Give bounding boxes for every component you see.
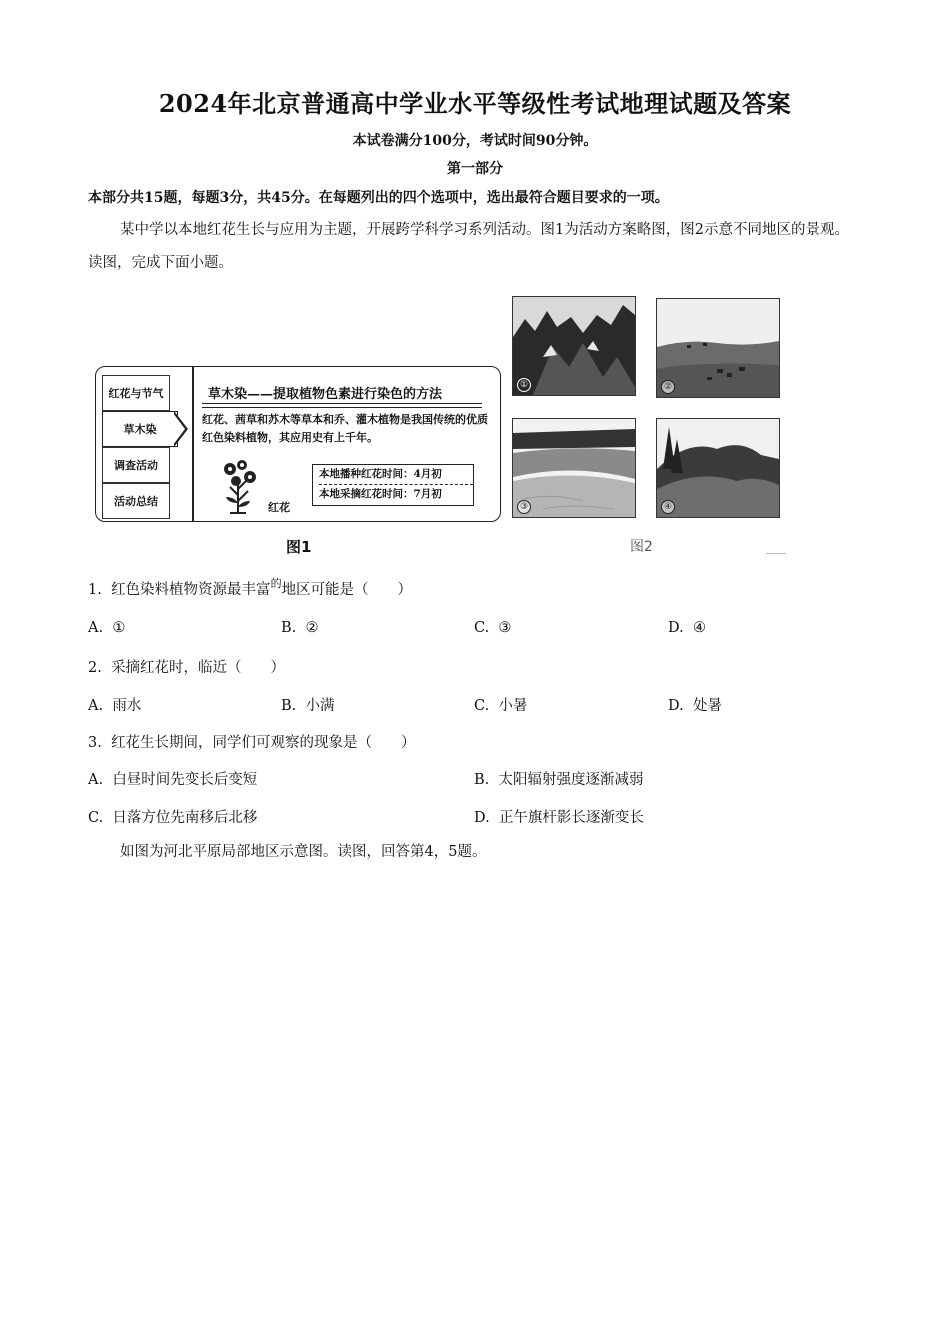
q2-option-b: B. 小满 <box>281 698 335 714</box>
figure-1 <box>88 352 502 556</box>
dyeing-description: 红花、茜草和苏木等草本和乔、灌木植物是我国传统的优质红色染料植物，其应用史有上千年。 <box>202 413 488 444</box>
activity-nav <box>102 375 170 519</box>
photo-label-1: ① <box>517 378 531 392</box>
question-1: 1. 红色染料植物资源最丰富$^的$地区可能是（ ） <box>88 577 413 598</box>
activity-plan-diagram <box>95 366 501 522</box>
closing-paragraph: 如图为河北平原局部地区示意图。读图，回答第4，5题。 <box>120 844 487 860</box>
flower-label: 红花 <box>268 501 290 514</box>
q3-option-a: A. 白昼时间先变长后变短 <box>88 772 258 788</box>
figure-1-caption: 图1 <box>286 538 312 556</box>
planting-info-box <box>312 464 474 506</box>
heading-underline <box>202 403 482 408</box>
dyeing-heading: 草木染——提取植物色素进行染色的方法 <box>208 387 443 402</box>
landscape-photo-4 <box>656 418 780 518</box>
figure-2 <box>510 296 785 556</box>
photo-label-4: ④ <box>661 500 675 514</box>
landscape-photo-3 <box>512 418 636 518</box>
q1-option-c: C. ③ <box>474 620 512 636</box>
nav-item-survey: 调查活动 <box>102 447 170 483</box>
q3-option-b: B. 太阳辐射强度逐渐减弱 <box>474 772 644 788</box>
q3-option-c: C. 日落方位先南移后北移 <box>88 810 258 826</box>
figure-2-caption: 图2 <box>630 539 653 555</box>
question-3: 3. 红花生长期间，同学们可观察的现象是（ ） <box>88 735 416 751</box>
q3-option-d: D. 正午旗杆影长逐渐变长 <box>474 810 644 826</box>
q2-option-a: A. 雨水 <box>88 698 142 714</box>
intro-paragraph: 某中学以本地红花生长与应用为主题，开展跨学科学习系列活动。图1为活动方案略图，图2示意不同地区的景观。读图，完成下面小题。 <box>88 222 849 271</box>
landscape-photo-2 <box>656 298 780 398</box>
q1-option-d: D. ④ <box>668 620 706 636</box>
q1-option-b: B. ② <box>281 620 319 636</box>
nav-item-dyeing: 草木染 <box>102 411 178 447</box>
q2-option-c: C. 小暑 <box>474 698 528 714</box>
sowing-time: 本地播种红花时间：4月初 <box>319 465 473 485</box>
exam-subtitle: 本试卷满分100分，考试时间90分钟。 <box>352 133 598 149</box>
safflower-icon <box>216 459 276 515</box>
q1-option-a: A. ① <box>88 620 126 636</box>
page-title: 2024年北京普通高中学业水平等级性考试地理试题及答案 <box>158 89 792 118</box>
question-2: 2. 采摘红花时，临近（ ） <box>88 660 286 676</box>
photo-label-2: ② <box>661 380 675 394</box>
nav-item-summary: 活动总结 <box>102 483 170 519</box>
divider <box>192 367 194 521</box>
photo-label-3: ③ <box>517 500 531 514</box>
section-heading: 第一部分 <box>447 161 503 177</box>
section-instruction: 本部分共15题，每题3分，共45分。在每题列出的四个选项中，选出最符合题目要求的一项。 <box>88 190 669 206</box>
picking-time: 本地采摘红花时间：7月初 <box>319 488 442 500</box>
q2-option-d: D. 处暑 <box>668 698 722 714</box>
landscape-photo-1 <box>512 296 636 396</box>
nav-item-festival: 红花与节气 <box>102 375 170 411</box>
